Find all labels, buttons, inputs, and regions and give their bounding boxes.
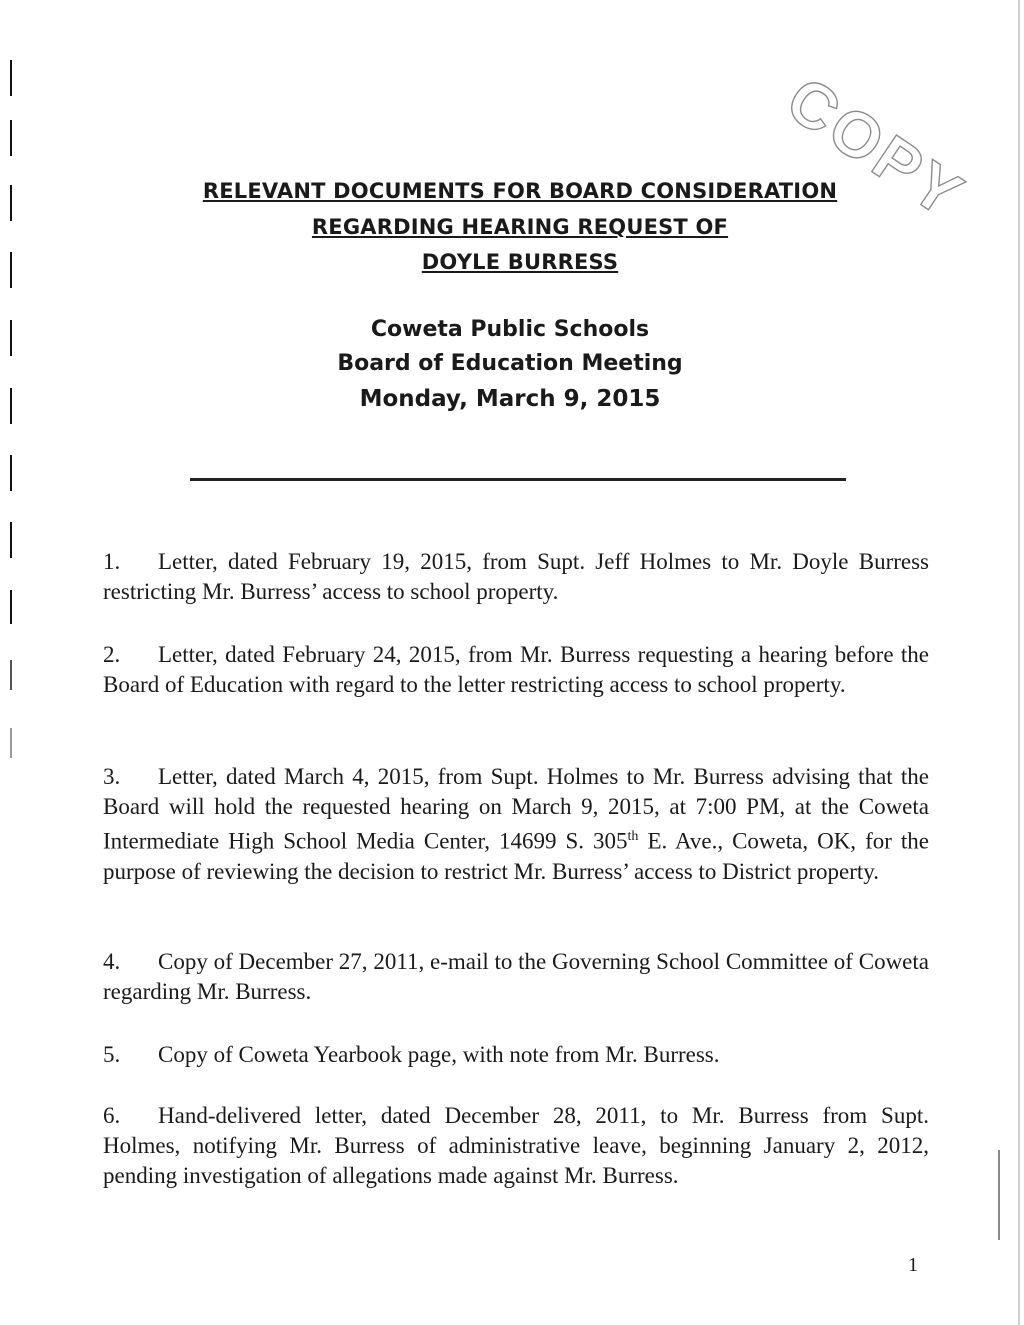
item-text: Copy of December 27, 2011, e-mail to the Governing School Committee of Coweta regarding Mr. Burress. (103, 949, 929, 1004)
item-number: 2. (103, 642, 121, 667)
scan-mark (10, 728, 12, 758)
meeting-event: Board of Education Meeting (337, 351, 683, 376)
list-item (103, 640, 929, 700)
copy-stamp: COPY (774, 62, 979, 233)
item-text: Letter, dated February 19, 2015, from Supt. Jeff Holmes to Mr. Doyle Burress restricting Mr. Burress’ access to school property. (103, 549, 929, 604)
item-number: 3. (103, 764, 121, 789)
item-text: Hand-delivered letter, dated December 28, 2011, to Mr. Burress from Supt. Holmes, notifying Mr. Burress of administrative leave, beginning January 2, 2012, pending investigation of allegations made against Mr. Burress. (103, 1103, 929, 1188)
scan-mark (10, 522, 12, 558)
item-text: Copy of Coweta Yearbook page, with note from Mr. Burress. (158, 1042, 720, 1067)
scan-mark (10, 590, 12, 624)
item-text: E. Ave., Coweta, OK, for the purpose of reviewing the decision to restrict Mr. Burress’ access to District property. (103, 828, 929, 884)
scan-mark (10, 455, 12, 491)
scan-mark (10, 185, 12, 221)
ordinal-suffix: th (627, 829, 639, 844)
heading-line-1: RELEVANT DOCUMENTS FOR BOARD CONSIDERATION (202, 179, 838, 203)
meeting-date: Monday, March 9, 2015 (359, 386, 661, 412)
scan-mark (10, 120, 12, 156)
scan-mark (10, 660, 12, 690)
scan-edge (1018, 0, 1020, 1325)
scan-edge (998, 1150, 1000, 1240)
list-item (103, 762, 929, 887)
scan-mark (10, 320, 12, 356)
list-item (103, 947, 929, 1007)
item-number: 6. (103, 1103, 121, 1128)
heading-line-3: DOYLE BURRESS (421, 250, 619, 274)
scan-mark (10, 388, 12, 424)
item-number: 4. (103, 949, 121, 974)
scan-mark (10, 252, 12, 288)
item-text: Letter, dated February 24, 2015, from Mr. Burress requesting a hearing before the Board of Education with regard to the letter restricting access to school property. (103, 642, 929, 697)
list-item (103, 1101, 929, 1191)
heading-line-2: REGARDING HEARING REQUEST OF (311, 215, 729, 239)
list-item (103, 1040, 929, 1070)
scan-mark (10, 60, 12, 96)
item-number: 1. (103, 549, 121, 574)
item-number: 5. (103, 1042, 121, 1067)
page-number: 1 (908, 1254, 918, 1276)
item-text: Letter, dated March 4, 2015, from Supt. Holmes to Mr. Burress advising that the Board will hold the requested hearing on March 9, 2015, at 7:00 PM, at the Coweta Intermediate High School Media Center, 14699 S. 305 (103, 764, 929, 854)
meeting-org: Coweta Public Schools (370, 317, 650, 342)
list-item (103, 547, 929, 607)
divider (190, 478, 846, 481)
